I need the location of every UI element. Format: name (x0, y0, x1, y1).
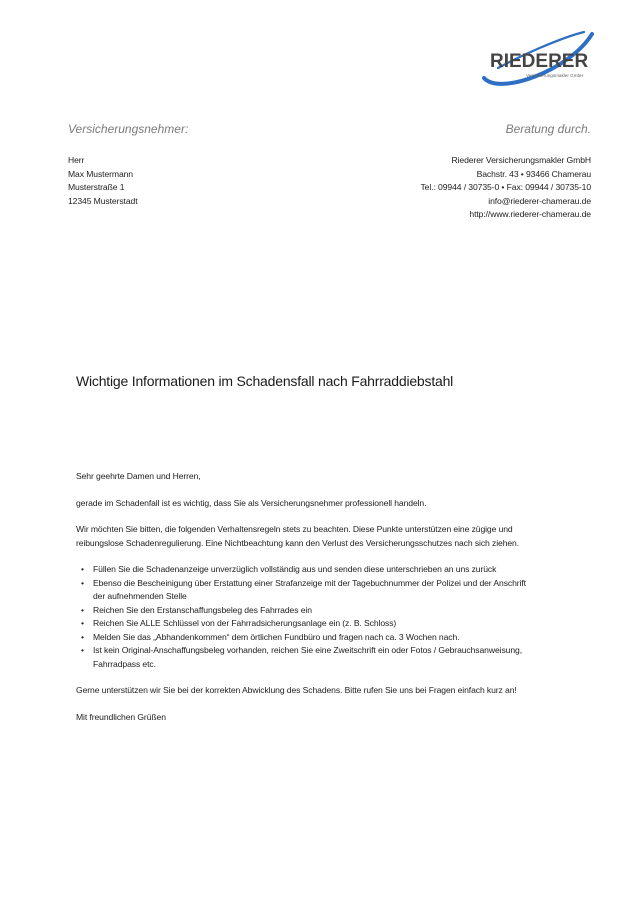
advisor-email: info@riederer-chamerau.de (488, 195, 591, 206)
list-item: • Ist kein Original-Anschaffungsbeleg vorhanden, reichen Sie eine Zweitschrift ein oder Fotos / Gebrauchsanweisung, Fahrradpass etc. (76, 644, 596, 671)
advisor-company: Riederer Versicherungsmakler GmbH (451, 155, 591, 165)
letter-salutation: Sehr geehrte Damen und Herren, (76, 471, 201, 481)
advisor-website: http://www.riederer-chamerau.de (469, 209, 591, 219)
logo-tagline: Versicherungsmakler GmbH (526, 73, 584, 78)
list-item: • Reichen Sie den Erstanschaffungsbeleg des Fahrrades ein (76, 604, 596, 618)
logo-name: RIEDERER (490, 51, 589, 72)
advisor-street: Bachstr. 43 • 93466 Chamerau (476, 168, 591, 179)
letter-request-line-1: Wir möchten Sie bitten, die folgenden Verhaltensregeln stets zu beachten. Diese Punkte unterstützen eine zügige und (76, 524, 513, 534)
advisor-label: Beratung durch. (505, 122, 591, 136)
list-item: • Melden Sie das „Abhandenkommen“ dem örtlichen Fundbüro und fragen nach ca. 3 Wochen nach. (76, 631, 596, 645)
advisor-phone-fax: Tel.: 09944 / 30735-0 • Fax: 09944 / 30735-10 (420, 182, 591, 192)
advisor-address (420, 154, 591, 222)
logo-swoosh-icon (470, 26, 600, 88)
letter-intro: gerade im Schadenfall ist es wichtig, dass Sie als Versicherungsnehmer professionell handeln. (76, 497, 427, 508)
recipient-city: 12345 Musterstadt (68, 195, 138, 206)
policyholder-label: Versicherungsnehmer: (68, 122, 189, 136)
list-item: • Füllen Sie die Schadenanzeige unverzüglich vollständig aus und senden diese unterschrieben an uns zurück (76, 563, 596, 577)
recipient-street: Musterstraße 1 (68, 182, 125, 192)
letter-subject: Wichtige Informationen im Schadensfall nach Fahrraddiebstahl (76, 373, 454, 389)
list-item: • Reichen Sie ALLE Schlüssel von der Fahrradsicherungsanlage ein (z. B. Schloss) (76, 617, 596, 631)
list-item: • Ebenso die Bescheinigung über Erstattung einer Strafanzeige mit der Tagebuchnummer der Polizei und der Anschrift der aufnehmenden Stelle (76, 577, 596, 604)
letter-sign-off: Mit freundlichen Grüßen (76, 711, 166, 722)
recipient-salutation: Herr (68, 155, 85, 165)
letter-request-line-2: reibungslose Schadenregulierung. Eine Nichtbeachtung kann den Verlust des Versicherungsschutzes nach sich ziehen. (76, 537, 520, 548)
letter-body (76, 470, 596, 724)
recipient-name: Max Mustermann (68, 168, 133, 179)
recipient-address (68, 154, 137, 208)
riederer-logo (470, 26, 600, 88)
instruction-list (76, 563, 596, 671)
letter-closing-note: Gerne unterstützen wir Sie bei der korrekten Abwicklung des Schadens. Bitte rufen Sie uns bei Fragen einfach kurz an! (76, 685, 517, 695)
